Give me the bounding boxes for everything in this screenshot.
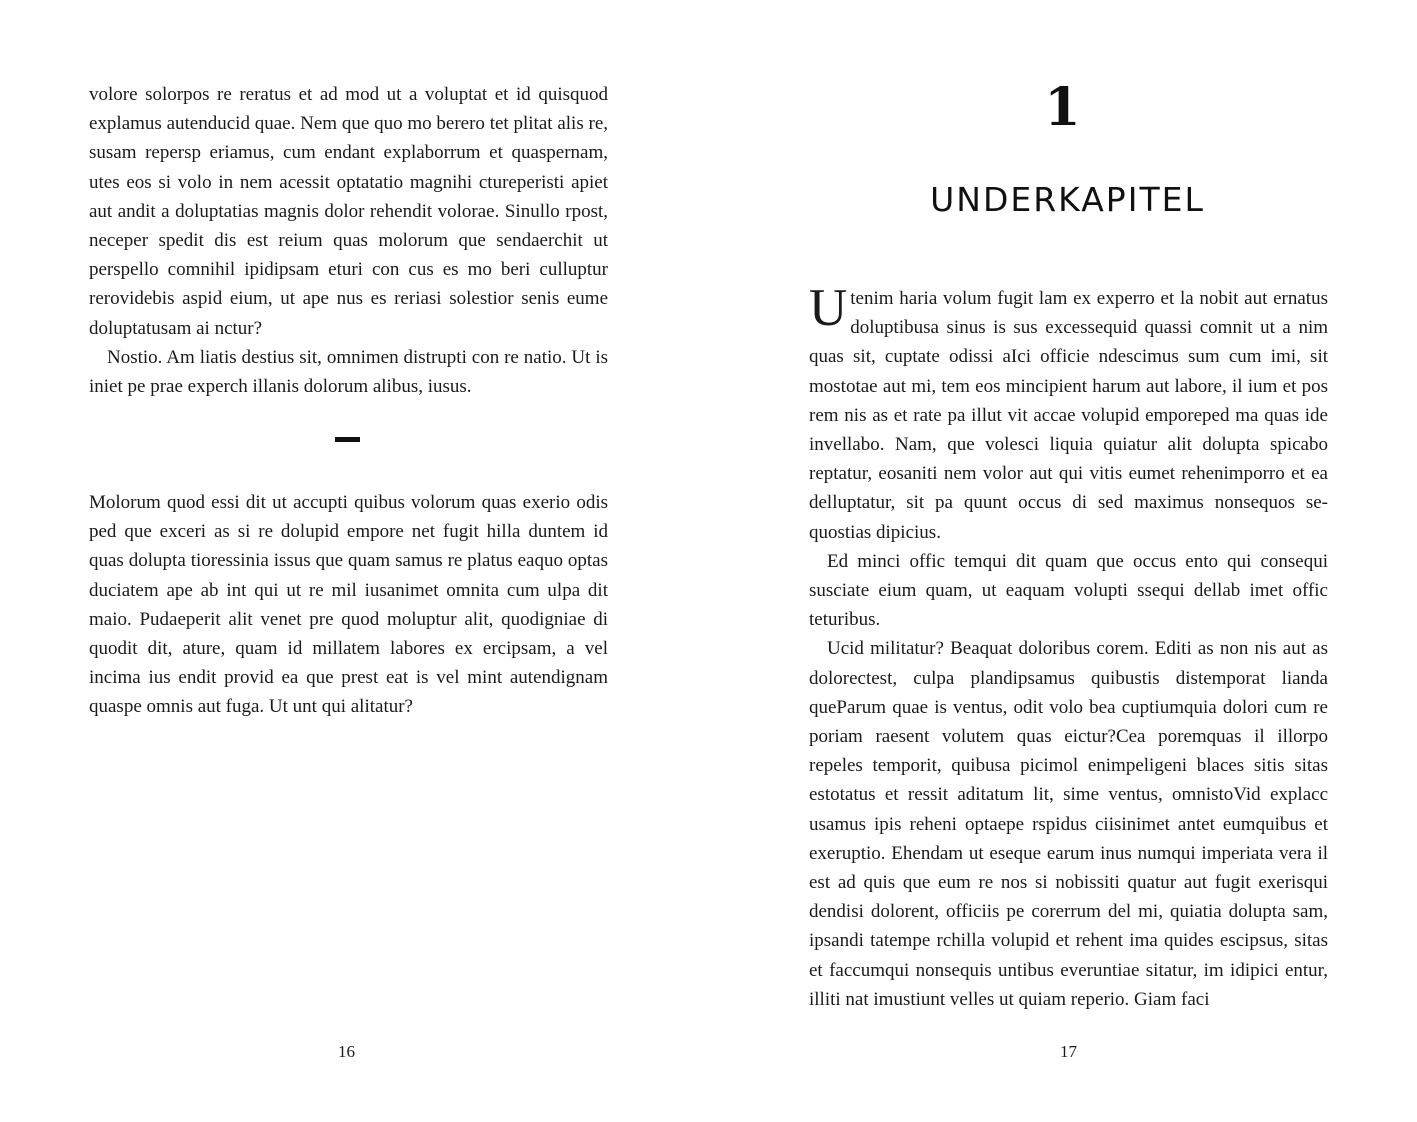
paragraph: Ed minci offic temqui dit quam que occus ento qui consequi susciate eium quam, ut eaquam volupti ssequi dellab imet offic teturibus. <box>809 550 1328 631</box>
paragraph: Nostio. Am liatis destius sit, omnimen distrupti con re natio. Ut is iniet pe prae experch illanis dolorum alibus, iusus. <box>89 346 608 398</box>
left-text-block-bottom <box>89 488 608 722</box>
chapter-number: 1 <box>1044 77 1081 138</box>
page-number-right: 17 <box>1060 1042 1077 1061</box>
paragraph: Molorum quod essi dit ut accupti quibus volorum quas exerio odis ped que exceri as si re dolupid empore net fugit hilla duntem id quas dolupta tioressinia issus que quam samus re platus eaquo optas duciatem ape ab int qui ut re mil iusanimet omnita cum ulpa dit maio. Pudaeperit alit venet pre quod moluptur alit, quodigniae di quodit dit, ature, quam id millatem labores ex ercipsam, a vel incima ius endit provid ea que prest eat is vel mint autendignam quaspe omnis aut fuga. Ut unt qui alitatur? <box>89 492 608 718</box>
page-number-left: 16 <box>338 1042 355 1061</box>
chapter-title: UNDERKAPITEL <box>930 180 1205 219</box>
left-page <box>0 0 708 1122</box>
opening-paragraph-text: tenim haria volum fugit lam ex experro et la nobit aut ernatus doluptibusa sinus is sus excessequid quassi comnit ut a nim quas sit, cuptate odissi aIci officie ndescimus sum cum imi, sit mostotae aut mi, tem eos mincipient harum aut labore, il ium et pos rem nis as et rate pa illut vit accae volupid emporeped ma quas ide invellabo. Nam, que volesci liquia quiatur alit dolupta spicabo reptatur, eosaniti nem volor aut qui vitis eumet rehenimporro et ea delluptatur, sit pa quunt occus di sed maximus nonsequos sequostias dipicius. <box>809 288 1328 543</box>
left-text-block-top <box>89 80 608 401</box>
drop-cap: U <box>809 279 848 337</box>
right-text-block <box>809 279 1328 1014</box>
paragraph: volore solorpos re reratus et ad mod ut a voluptat et id quisquod explamus autenducid quae. Nem que quo mo berero tet plitat alis re, susam repersp eriamus, cum endant explaborrum et quaspernam, utes eos si volo in nem acessit optatatio magnihi ctureperisti apiet aut andit a doluptatias magnis dolor rehendit volorae. Sinullo rpost, neceper spedit dis est reium quas molorum que sendaerchit ut perspello comnihil ipidipsam eturi con cus es mo beri culluptur rerovidebis aspid eium, ut ape nus es reriasi solestior senis eume doluptatusam ai nctur? <box>89 84 608 339</box>
scene-break-divider <box>335 437 360 442</box>
paragraph: Ucid militatur? Beaquat doloribus corem. Editi as non nis aut as dolorectest, culpa plandipsamus quibustis distemporat lianda queParum quae is ventus, odit volo bea cuptiumquia dolori cum re poriam raesent volutem quas eictur?Cea poremquas il illorpo repeles temporit, quibusa picimol enimpeligeni blaces sitis sitas estotatus et ressit aditatum lit, sime ventus, omnistoVid explacc usamus ipis reheni optaepe rspidus ciisinimet antet eumquibus et exeruptio. Ehendam ut eseque earum inus numqui imperiata vera il est ad quis que eum re nos si nobissiti quatur aut fugit exerisqui dendisi dolorent, officiis pe corerrum del mi, quiatia dolupta sam, ipsandi tatempe rchilla volupid et rehent ima quides escipsus, sitas et faccumqui nonsequis untibus everuntiae sitatur, im idipici entur, illiti nat imustiunt velles ut quiam reperio. Giam faci <box>809 638 1328 1010</box>
right-page <box>708 0 1417 1122</box>
opening-paragraph <box>809 279 1328 547</box>
